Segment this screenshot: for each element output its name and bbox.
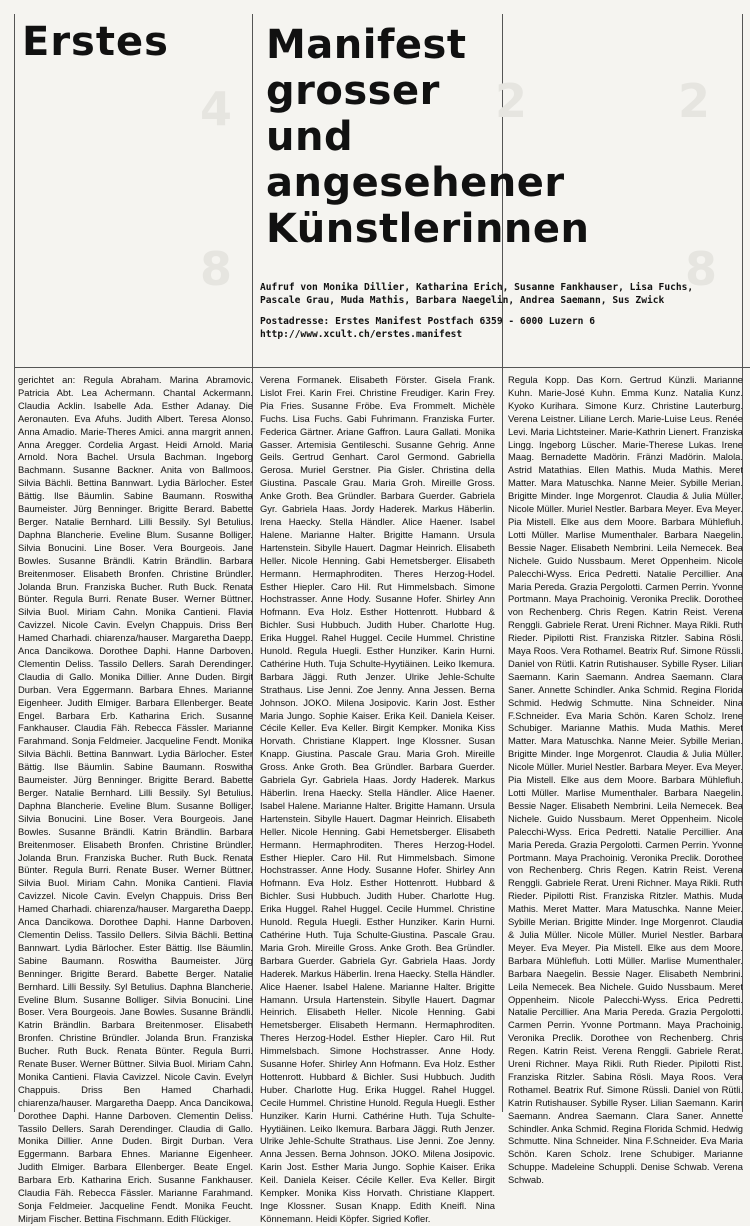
website-url: http://www.xcult.ch/erstes.manifest (260, 329, 463, 340)
title-line: und (266, 114, 354, 160)
title-line: grosser (266, 68, 440, 114)
title-line: angesehener (266, 160, 565, 206)
title-line: Manifest (266, 22, 467, 68)
content-separator (14, 367, 750, 368)
show-through-mark: 8 (685, 242, 718, 296)
names-column-2: Verena Formanek. Elisabeth Förster. Gisela Frank. Lislot Frei. Karin Frei. Christine Freudiger. Karin Frey. Pia Fries. Susanne Fröbe. Eva Frommelt. Michèle Fuchs. Lisa Fuchs. Gabi Fuhrimann. Franziska Furter. Federica Gärtner. Ariane Gaffron. Laura Gallati. Monika Gasser. Artemisia Gentileschi. Susanne Gehrig. Anne Geils. Gertrud Genhart. Carol Germond. Gabriella Gerosa. Muriel Gerstner. Pia Gisler. Christina della Giustina. Pascale Grau. Maria Groh. Mireille Gross. Anke Groth. Bea Gründler. Barbara Guerder. Gabriela Gyr. Gabriela Haas. Jordy Haderek. Markus Häberlin. Irena Haecky. Stella Händler. Alice Haener. Isabel Halene. Marianne Halter. Brigitte Hamann. Ursula Hartenstein. Sibylle Hauert. Dagmar Heinrich. Elisabeth Heller. Nicole Henning. Gabi Hemetsberger. Elisabeth Hermann. Hermaphroditen. Theres Herzog-Hodel. Esther Hiepler. Caro Hil. Rut Himmelsbach. Simone Hochstrasser. Anne Hody. Susanne Hofer. Shirley Ann Hofmann. Eva Holz. Esther Hottenrott. Hubbard & Bichler. Susi Hubbuch. Judith Huber. Charlotte Hug. Erika Huggel. Rahel Huggel. Cecile Hummel. Christine Hunold. Regula Huegli. Esther Hunziker. Karin Hurni. Cathérine Huth. Tuja Schulte-Hyytiäinen. Leiko Ikemura. Barbara Jäggi. Ruth Jenzer. Ulrike Jehle-Schulte Strathaus. Lise Jenni. Zoe Jenny. Anna Jessen. Berna Johnson. JOKO. Milena Josipovic. Karin Jost. Esther Maria Jungo. Sophie Kaiser. Erika Keil. Daniela Keiser. Cécile Keller. Eva Keller. Birgit Kempker. Monika Kiss Horvath. Christiane Klappert. Inge Klossner. Susan Knapp. Giustina. Pascale Grau. Maria Groh. Mireille Gross. Anke Groth. Bea Gründler. Barbara Guerder. Gabriela Gyr. Gabriela Haas. Jordy Haderek. Markus Häberlin. Irena Haecky. Stella Händler. Alice Haener. Isabel Halene. Marianne Halter. Brigitte Hamann. Ursula Hartenstein. Sibylle Hauert. Dagmar Heinrich. Elisabeth Heller. Nicole Henning. Gabi Hemetsberger. Elisabeth Hermann. Hermaphroditen. Theres Herzog-Hodel. Esther Hiepler. Caro Hil. Rut Himmelsbach. Simone Hochstrasser. Anne Hody. Susanne Hofer. Shirley Ann Hofmann. Eva Holz. Esther Hottenrott. Hubbard & Bichler. Susi Hubbuch. Judith Huber. Charlotte Hug. Erika Huggel. Rahel Huggel. Cecile Hummel. Christine Hunold. Regula Huegli. Esther Hunziker. Karin Hurni. Cathérine Huth. Tuja Schulte-Giustina. Pascale Grau. Maria Groh. Mireille Gross. Anke Groth. Bea Gründler. Barbara Guerder. Gabriela Gyr. Gabriela Haas. Jordy Haderek. Markus Häberlin. Irena Haecky. Stella Händler. Alice Haener. Isabel Halene. Marianne Halter. Brigitte Hamann. Ursula Hartenstein. Sibylle Hauert. Dagmar Heinrich. Elisabeth Heller. Nicole Henning. Gabi Hemetsberger. Elisabeth Hermann. Hermaphroditen. Theres Herzog-Hodel. Esther Hiepler. Caro Hil. Rut Himmelsbach. Simone Hochstrasser. Anne Hody. Susanne Hofer. Shirley Ann Hofmann. Eva Holz. Esther Hottenrott. Hubbard & Bichler. Susi Hubbuch. Judith Huber. Charlotte Hug. Erika Huggel. Rahel Huggel. Cecile Hummel. Christine Hunold. Regula Huegli. Esther Hunziker. Karin Hurni. Cathérine Huth. Tuja Schulte-Hyytiäinen. Leiko Ikemura. Barbara Jäggi. Ruth Jenzer. Ulrike Jehle-Schulte Strathaus. Lise Jenni. Zoe Jenny. Anna Jessen. Berna Johnson. JOKO. Milena Josipovic. Karin Jost. Esther Maria Jungo. Sophie Kaiser. Erika Keil. Daniela Keiser. Cécile Keller. Eva Keller. Birgit Kempker. Monika Kiss Horvath. Christiane Klappert. Inge Klossner. Susan Knapp. Edith Kneifl. Nina Könnemann. Heidi Köpfer. Sigried Kofler. (260, 374, 495, 1224)
title-line: Künstlerinnen (266, 206, 590, 252)
aufruf-text: Aufruf von Monika Dillier, Katharina Erich, Susanne Fankhauser, Lisa Fuchs, Pascale Grau, Muda Mathis, Barbara Naegelin, Andrea Saemann, Sus Zwick (260, 282, 694, 306)
title-left: Erstes (22, 19, 169, 65)
show-through-mark: 2 (678, 74, 711, 128)
names-column-3: Regula Kopp. Das Korn. Gertrud Künzli. Marianne Kuhn. Marie-José Kuhn. Emma Kunz. Natalia Kunz. Kyoko Kurihara. Simone Kurz. Christine Lauterburg. Verena Leistner. Liliane Lerch. Marie-Luise Leus. Renée Levi. Maria Lichtsteiner. Marie-Kathrin Lienert. Franziska Lingg. Ingeborg Lüscher. Marie-Therese Lukas. Irene Maag. Bernadette Madörin. Fränzi Madörin. Malola. Astrid Matathias. Ellen Mathis. Muda Mathis. Meret Matter. Mara Matuschka. Nanne Meier. Sybille Merian. Brigitte Minder. Inge Morgenrot. Claudia & Julia Müller. Nicole Müller. Muriel Nestler. Barbara Meyer. Eva Meyer. Pia Mistell. Elke aus dem Moore. Barbara Mühlefluh. Lotti Müller. Marlise Mumenthaler. Barbara Naegelin. Bessie Nager. Elisabeth Nembrini. Leila Nemecek. Bea Nichele. Guido Nussbaum. Meret Oppenheim. Nicole Palecchi-Wyss. Erica Pedretti. Natalie Percillier. Ana Maria Pereda. Grazia Pergolotti. Carmen Perrin. Yvonne Portmann. Maya Prachoinig. Veronika Preclik. Dorothee von Rechenberg. Chris Regen. Katrin Reist. Verena Renggli. Gabriele Rerat. Ureni Richner. Maya Rikli. Ruth Rieder. Pipilotti Rist. Franziska Ritzler. Sabina Rösli. Maya Roos. Vera Rothamel. Beatrix Ruf. Simone Rüssli. Daniel von Rütli. Katrin Rutishauser. Sybille Ryser. Lilian Saemann. Karin Saemann. Andrea Saemann. Clara Saner. Annette Schindler. Anka Schmid. Regina Florida Schmid. Hedwig Schmutte. Nina Schneider. Nina F.Schneider. Eva Maria Schön. Karen Scholz. Irene Schubiger. Marianne Mathis. Muda Mathis. Meret Matter. Mara Matuschka. Nanne Meier. Sybille Merian. Brigitte Minder. Inge Morgenrot. Claudia & Julia Müller. Nicole Müller. Muriel Nestler. Barbara Meyer. Eva Meyer. Pia Mistell. Elke aus dem Moore. Barbara Mühlefluh. Lotti Müller. Marlise Mumenthaler. Barbara Naegelin. Bessie Nager. Elisabeth Nembrini. Leila Nemecek. Bea Nichele. Guido Nussbaum. Meret Oppenheim. Nicole Palecchi-Wyss. Erica Pedretti. Natalie Percillier. Ana Maria Pereda. Grazia Pergolotti. Carmen Perrin. Yvonne Portmann. Maya Prachoinig. Veronika Preclik. Dorothee von Rechenberg. Chris Regen. Katrin Reist. Verena Renggli. Gabriele Rerat. Ureni Richner. Maya Rikli. Ruth Rieder. Pipilotti Rist. Franziska Ritzler. Mathis. Muda Mathis. Meret Matter. Mara Matuschka. Nanne Meier. Sybille Merian. Brigitte Minder. Inge Morgenrot. Claudia & Julia Müller. Nicole Müller. Muriel Nestler. Barbara Meyer. Eva Meyer. Pia Mistell. Elke aus dem Moore. Barbara Mühlefluh. Lotti Müller. Marlise Mumenthaler. Barbara Naegelin. Bessie Nager. Elisabeth Nembrini. Leila Nemecek. Bea Nichele. Guido Nussbaum. Meret Oppenheim. Nicole Palecchi-Wyss. Erica Pedretti. Natalie Percillier. Ana Maria Pereda. Grazia Pergolotti. Carmen Perrin. Yvonne Portmann. Maya Prachoinig. Veronika Preclik. Dorothee von Rechenberg. Chris Regen. Katrin Reist. Verena Renggli. Gabriele Rerat. Ureni Richner. Maya Rikli. Ruth Rieder. Pipilotti Rist. Franziska Ritzler. Sabina Rösli. Maya Roos. Vera Rothamel. Beatrix Ruf. Simone Rüssli. Daniel von Rütli. Katrin Rutishauser. Sybille Ryser. Lilian Saemann. Karin Saemann. Andrea Saemann. Clara Saner. Annette Schindler. Anka Schmid. Regina Florida Schmid. Hedwig Schmutte. Nina Schneider. Nina F.Schneider. Eva Maria Schön. Karen Scholz. Irene Schubiger. Marianne Schuppe. Madeleine Schuppli. Denise Schwab. Verena Schwab. (508, 374, 744, 1186)
show-through-mark: 4 (200, 82, 233, 136)
postadresse-text: Postadresse: Erstes Manifest Postfach 6359 - 6000 Luzern 6 (260, 316, 596, 327)
column-divider-left (14, 14, 15, 1112)
names-column-1: gerichtet an: Regula Abraham. Marina Abramovic. Patricia Abt. Lea Achermann. Chantal Ackermann. Claudia Acklin. Isabelle Ada. Esther Adanay. Die Aeronauten. Eva Afuhs. Judith Albert. Teresa Alonso. Anna Amadio. Marie-Theres Amici. anna margrit annen. Anna Aregger. Cordelia Argast. Heidi Arnold. Maria Arnold. Nora Bachel. Ursula Bachman. Ingeborg Bachmann. Susanne Backner. Anita von Ballmoos. Silvia Bächli. Bettina Bannwart. Lydia Bärlocher. Ester Bättig. Ilse Bäumlin. Sabine Baumann. Roswitha Baumeister. Jürg Benninger. Brigitte Berard. Babette Berger. Natalie Bernhard. Lilli Bessily. Syl Betulius. Daphna Blancherie. Eveline Blum. Susanne Bolliger. Silvia Bonucini. Line Boser. Vera Bourgeois. Jane Bowles. Susanne Brändli. Katrin Brändlin. Barbara Breitenmoser. Elisabeth Bronfen. Christine Bründler. Jolanda Brun. Franziska Bucher. Ruth Buck. Renata Bünter. Regula Burri. Renate Buser. Werner Büttner. Silvia Buol. Miriam Cahn. Monika Cantieni. Flavia Cavizzel. Nicole Cavin. Evelyn Chappuis. Driss Ben Hamed Charhadi. chiarenza/hauser. Margaretha Daepp. Anca Dancikowa. Dorothee Daphi. Hanne Darboven. Clementin Deliss. Tassilo Dellers. Sarah Derendinger. Claudia di Gallo. Monika Dillier. Anne Duden. Birgit Durban. Vera Eggermann. Barbara Ehnes. Marianne Eigenheer. Judith Elmiger. Barbara Ellenberger. Beate Engel. Barbara Erb. Katharina Erich. Susanne Fankhauser. Claudia Fäh. Rebecca Fässler. Marianne Farahmand. Sonja Feldmeier. Jacqueline Fendt. Monika Silvia Bächli. Bettina Bannwart. Lydia Bärlocher. Ester Bättig. Ilse Bäumlin. Sabine Baumann. Roswitha Baumeister. Jürg Benninger. Brigitte Berard. Babette Berger. Natalie Bernhard. Lilli Bessily. Syl Betulius. Daphna Blancherie. Eveline Blum. Susanne Bolliger. Silvia Bonucini. Line Boser. Vera Bourgeois. Jane Bowles. Susanne Brändli. Katrin Brändlin. Barbara Breitenmoser. Elisabeth Bronfen. Christine Bründler. Jolanda Brun. Franziska Bucher. Ruth Buck. Renata Bünter. Regula Burri. Renate Buser. Werner Büttner. Silvia Buol. Miriam Cahn. Monika Cantieni. Flavia Cavizzel. Nicole Cavin. Evelyn Chappuis. Driss Ben Hamed Charhadi. chiarenza/hauser. Margaretha Daepp. Anca Dancikowa. Dorothee Daphi. Hanne Darboven. Clementin Deliss. Tassilo Dellers. Silvia Bächli. Bettina Bannwart. Lydia Bärlocher. Ester Bättig. Ilse Bäumlin. Sabine Baumann. Roswitha Baumeister. Jürg Benninger. Brigitte Berard. Babette Berger. Natalie Bernhard. Lilli Bessily. Syl Betulius. Daphna Blancherie. Eveline Blum. Susanne Bolliger. Silvia Bonucini. Line Boser. Vera Bourgeois. Jane Bowles. Susanne Brändli. Katrin Brändlin. Barbara Breitenmoser. Elisabeth Bronfen. Christine Bründler. Jolanda Brun. Franziska Bucher. Ruth Buck. Renata Bünter. Regula Burri. Renate Buser. Werner Büttner. Silvia Buol. Miriam Cahn. Monika Cantieni. Flavia Cavizzel. Nicole Cavin. Evelyn Chappuis. Driss Ben Hamed Charhadi. chiarenza/hauser. Margaretha Daepp. Anca Dancikowa. Dorothee Daphi. Hanne Darboven. Clementin Deliss. Tassilo Dellers. Sarah Derendinger. Claudia di Gallo. Monika Dillier. Anne Duden. Birgit Durban. Vera Eggermann. Barbara Ehnes. Marianne Eigenheer. Judith Elmiger. Barbara Ellenberger. Beate Engel. Barbara Erb. Katharina Erich. Susanne Fankhauser. Claudia Fäh. Rebecca Fässler. Marianne Farahmand. Sonja Feldmeier. Jacqueline Fendt. Monika Feucht. Mirjam Fischer. Bettina Fischmann. Edith Flückiger. (18, 374, 253, 1224)
show-through-mark: 8 (200, 242, 233, 296)
title-right (266, 22, 590, 252)
show-through-mark: 2 (495, 74, 528, 128)
